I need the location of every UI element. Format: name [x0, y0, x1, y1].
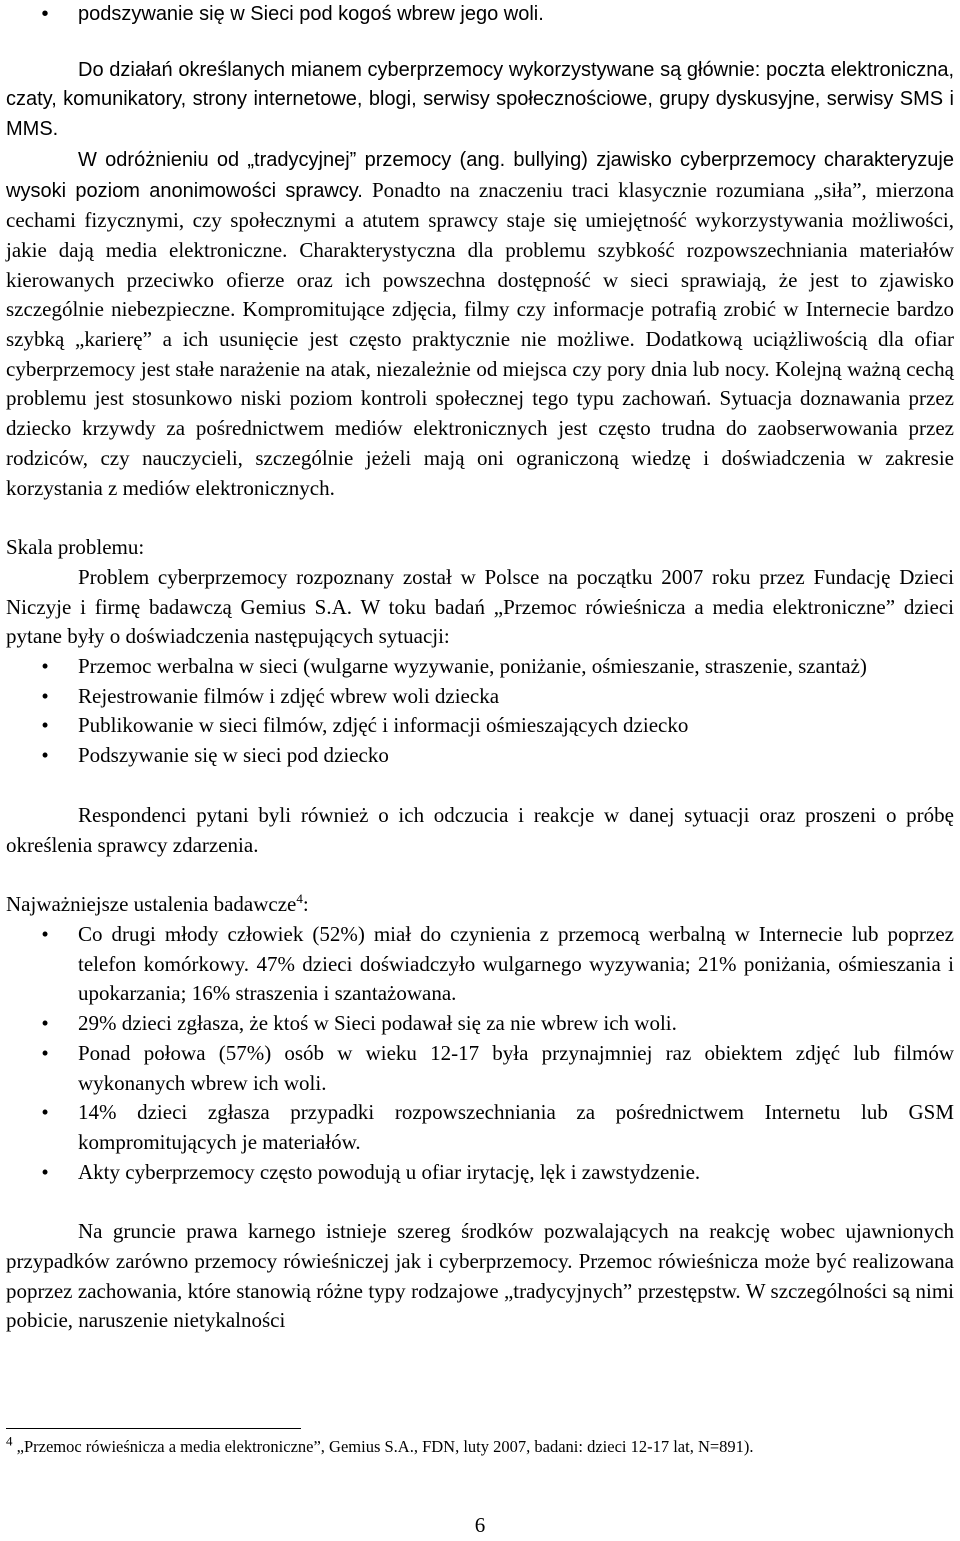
- list-item: [6, 682, 954, 712]
- list-item: [6, 652, 954, 682]
- footnote-reference: 4: [296, 891, 303, 907]
- list-item: [6, 1009, 954, 1039]
- list-item-text: Co drugi młody człowiek (52%) miał do czynienia z przemocą werbalną w Internecie lub poprzez telefon komórkowy. 47% dzieci doświadczyło wulgarnego wyzywania; 21% poniżania, ośmieszania i upokarzania; 16% straszenia i szantażowana.: [78, 921, 954, 1006]
- findings-list: [6, 920, 954, 1187]
- bullet-icon: •: [41, 743, 49, 768]
- list-item-text: podszywanie się w Sieci pod kogoś wbrew jego woli.: [78, 3, 544, 25]
- list-item: [6, 920, 954, 1009]
- list-item-text: Akty cyberprzemocy często powodują u ofiar irytację, lęk i zawstydzenie.: [78, 1159, 701, 1184]
- footnote-divider: [6, 1428, 301, 1429]
- bullet-icon: •: [41, 654, 49, 679]
- bullet-icon: •: [41, 713, 49, 738]
- bullet-icon: •: [41, 3, 49, 25]
- list-item: [6, 741, 954, 771]
- respondents-paragraph: Respondenci pytani byli również o ich odczucia i reakcje w danej sytuacji oraz proszeni o próbę określenia sprawcy zdarzenia.: [6, 802, 954, 857]
- list-item: [6, 0, 954, 30]
- list-item-text: Ponad połowa (57%) osób w wieku 12-17 była przynajmniej raz obiektem zdjęć lub filmów wykonanych wbrew ich woli.: [78, 1040, 954, 1095]
- page-number: 6: [474, 1513, 486, 1537]
- list-item: [6, 1158, 954, 1188]
- situations-list: [6, 652, 954, 771]
- list-item-text: Publikowanie w sieci filmów, zdjęć i informacji ośmieszających dziecko: [78, 713, 689, 738]
- paragraph-channels: Do działań określanych mianem cyberprzemocy wykorzystywane są głównie: poczta elektroniczna, czaty, komunikatory, strony internetowe, blogi, serwisy społecznościowe, grupy dyskusyjne, serwisy SMS i MMS.: [6, 58, 954, 141]
- bullet-icon: •: [41, 683, 49, 708]
- list-item: [6, 1098, 954, 1157]
- list-item-text: Przemoc werbalna w sieci (wulgarne wyzywanie, poniżanie, ośmieszanie, straszenie, szantaż): [78, 654, 867, 679]
- paragraph-anonymity-rest: Ponadto na znaczeniu traci klasycznie rozumiana „siła”, mierzona cechami fizycznymi, czy społecznymi a atutem sprawcy staje się umiejętność wykorzystywania możliwości, jakie dają media elektroniczne. Charakterystyczna dla problemu szybkość rozpowszechniania materiałów kierowanych przeciwko ofierze oraz ich powszechna dostępność w sieci sprawiają, że jest to zjawisko szczególnie niebezpieczne. Kompromitujące zdjęcia, filmy czy informacje potrafią zrobić w Internecie bardzo szybką „karierę” a ich usunięcie jest często praktycznie nie możliwe. Dodatkową uciążliwością dla ofiar cyberprzemocy jest stałe narażenie na atak, niezależnie od miejsca czy pory dnia lub nocy. Kolejną ważną cechą problemu jest stosunkowo niski poziom kontroli społecznej tego typu zachowań. Sytuacja doznawania przez dziecko krzywdy za pośrednictwem mediów elektronicznych jest często trudna do zaobserwowania przez rodziców, czy nauczycieli, szczególnie jeżeli mają oni ograniczoną wiedzę i doświadczenia w zakresie korzystania z mediów elektronicznych.: [6, 177, 954, 500]
- scale-heading: Skala problemu:: [6, 535, 145, 560]
- findings-heading-colon: :: [302, 892, 309, 917]
- list-item-text: Rejestrowanie filmów i zdjęć wbrew woli dziecka: [78, 683, 500, 708]
- findings-heading: [6, 890, 954, 920]
- list-item-text: 29% dzieci zgłasza, że ktoś w Sieci podawał się za nie wbrew ich woli.: [78, 1011, 677, 1036]
- bullet-icon: •: [41, 1100, 49, 1125]
- bullet-icon: •: [41, 1040, 49, 1065]
- law-paragraph: Na gruncie prawa karnego istnieje szereg środków pozwalających na reakcję wobec ujawnionych przypadków zarówno przemocy rówieśniczej jak i cyberprzemocy. Przemoc rówieśnicza może być realizowana poprzez zachowania, które stanowią różne typy rodzajowe „tradycyjnych” przestępstw. W szczególności są nimi pobicie, naruszenie nietykalności: [6, 1219, 954, 1333]
- bullet-icon: •: [41, 1159, 49, 1184]
- list-item: [6, 711, 954, 741]
- paragraph-anonymity: [6, 145, 954, 503]
- footnote: [6, 1433, 954, 1458]
- paragraph-anonymity-lead: W odróżnieniu od „tradycyjnej” przemocy (ang. bullying) zjawisko cyberprzemocy charakteryzuje wysoki poziom anonimowości sprawcy.: [6, 148, 954, 202]
- findings-heading-text: Najważniejsze ustalenia badawcze: [6, 892, 297, 917]
- bullet-icon: •: [41, 921, 49, 946]
- list-item: [6, 1039, 954, 1098]
- list-item-text: 14% dzieci zgłasza przypadki rozpowszechniania za pośrednictwem Internetu lub GSM kompromitujących je materiałów.: [78, 1100, 954, 1154]
- footnote-number: 4: [6, 1433, 13, 1449]
- bullet-icon: •: [41, 1011, 49, 1036]
- footnote-text: „Przemoc rówieśnicza a media elektroniczne”, Gemius S.A., FDN, luty 2007, badani: dzieci 12-17 lat, N=891).: [16, 1437, 754, 1456]
- document-page: [6, 0, 954, 1336]
- list-item-text: Podszywanie się w sieci pod dziecko: [78, 743, 389, 768]
- scale-paragraph: Problem cyberprzemocy rozpoznany został w Polsce na początku 2007 roku przez Fundację Dzieci Niczyje i firmę badawczą Gemius S.A. W toku badań „Przemoc rówieśnicza a media elektroniczne” dzieci pytane były o doświadczenia następujących sytuacji:: [6, 564, 954, 649]
- top-bullet-list: [6, 0, 954, 30]
